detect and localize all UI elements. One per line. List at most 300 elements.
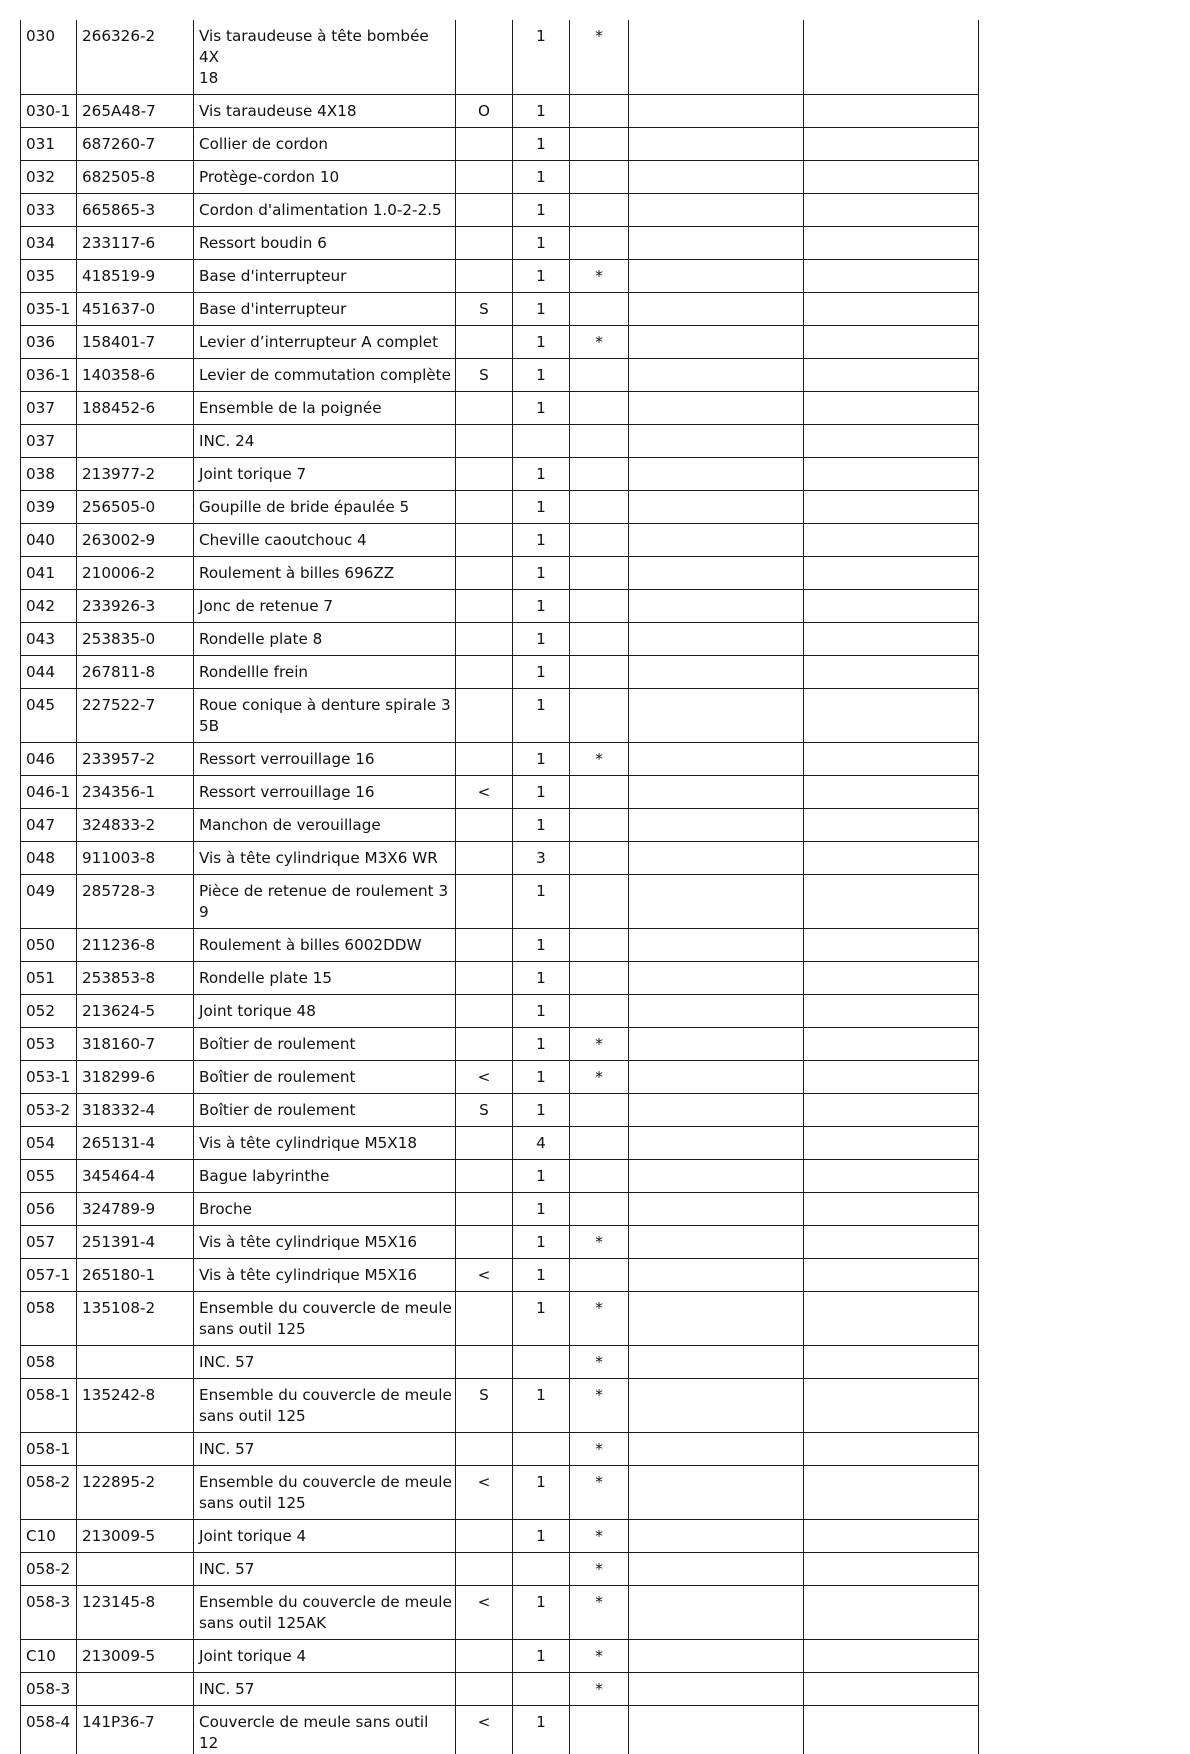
description-cell: Roulement à billes 6002DDW <box>194 929 456 962</box>
empty-cell <box>804 1028 979 1061</box>
empty-cell <box>804 1520 979 1553</box>
empty-cell <box>804 1346 979 1379</box>
item-number-cell: 035 <box>21 260 77 293</box>
empty-cell <box>629 458 804 491</box>
empty-cell <box>629 743 804 776</box>
quantity-cell: 1 <box>513 227 570 260</box>
empty-cell <box>629 875 804 929</box>
note-code-cell <box>456 227 513 260</box>
quantity-cell: 1 <box>513 1640 570 1673</box>
quantity-cell: 1 <box>513 995 570 1028</box>
item-number-cell: 042 <box>21 590 77 623</box>
empty-cell <box>804 1259 979 1292</box>
marker-cell <box>570 929 629 962</box>
marker-cell <box>570 161 629 194</box>
marker-cell <box>570 458 629 491</box>
empty-cell <box>629 491 804 524</box>
quantity-cell: 1 <box>513 776 570 809</box>
note-code-cell: < <box>456 1586 513 1640</box>
quantity-cell: 1 <box>513 1379 570 1433</box>
quantity-cell: 1 <box>513 1520 570 1553</box>
part-number-cell: 135108-2 <box>77 1292 194 1346</box>
empty-cell <box>629 929 804 962</box>
item-number-cell: 031 <box>21 128 77 161</box>
part-number-cell <box>77 1346 194 1379</box>
note-code-cell <box>456 1028 513 1061</box>
note-code-cell <box>456 425 513 458</box>
empty-cell <box>629 392 804 425</box>
description-cell: Ensemble du couvercle de meule sans outil 125AK <box>194 1586 456 1640</box>
quantity-cell: 1 <box>513 326 570 359</box>
quantity-cell <box>513 1346 570 1379</box>
item-number-cell: 056 <box>21 1193 77 1226</box>
item-number-cell: 051 <box>21 962 77 995</box>
empty-cell <box>804 293 979 326</box>
part-number-cell: 324833-2 <box>77 809 194 842</box>
marker-cell: * <box>570 260 629 293</box>
description-cell: INC. 57 <box>194 1553 456 1586</box>
item-number-cell: 058-3 <box>21 1673 77 1706</box>
part-number-cell: 213624-5 <box>77 995 194 1028</box>
empty-cell <box>629 809 804 842</box>
item-number-cell: 049 <box>21 875 77 929</box>
table-row <box>21 392 979 425</box>
note-code-cell <box>456 458 513 491</box>
note-code-cell <box>456 557 513 590</box>
marker-cell: * <box>570 326 629 359</box>
empty-cell <box>629 689 804 743</box>
marker-cell <box>570 557 629 590</box>
quantity-cell: 1 <box>513 1061 570 1094</box>
empty-cell <box>629 1706 804 1754</box>
empty-cell <box>804 656 979 689</box>
part-number-cell <box>77 1433 194 1466</box>
note-code-cell <box>456 1127 513 1160</box>
description-cell: Jonc de retenue 7 <box>194 590 456 623</box>
marker-cell: * <box>570 1640 629 1673</box>
description-cell: Joint torique 4 <box>194 1520 456 1553</box>
table-row <box>21 194 979 227</box>
note-code-cell: < <box>456 1259 513 1292</box>
item-number-cell: 032 <box>21 161 77 194</box>
item-number-cell: 040 <box>21 524 77 557</box>
description-cell: Roue conique à denture spirale 3 5B <box>194 689 456 743</box>
table-row <box>21 161 979 194</box>
item-number-cell: 053-2 <box>21 1094 77 1127</box>
part-number-cell: 188452-6 <box>77 392 194 425</box>
marker-cell: * <box>570 1292 629 1346</box>
empty-cell <box>629 524 804 557</box>
marker-cell: * <box>570 1553 629 1586</box>
part-number-cell: 267811-8 <box>77 656 194 689</box>
description-cell: Levier d’interrupteur A complet <box>194 326 456 359</box>
description-cell: INC. 57 <box>194 1346 456 1379</box>
part-number-cell: 345464-4 <box>77 1160 194 1193</box>
description-cell: Ressort verrouillage 16 <box>194 743 456 776</box>
empty-cell <box>629 1292 804 1346</box>
item-number-cell: 053-1 <box>21 1061 77 1094</box>
quantity-cell: 1 <box>513 1466 570 1520</box>
description-cell: Goupille de bride épaulée 5 <box>194 491 456 524</box>
item-number-cell: 037 <box>21 392 77 425</box>
part-number-cell: 265131-4 <box>77 1127 194 1160</box>
note-code-cell <box>456 491 513 524</box>
empty-cell <box>804 623 979 656</box>
quantity-cell: 1 <box>513 95 570 128</box>
description-cell: Rondelle plate 15 <box>194 962 456 995</box>
note-code-cell <box>456 128 513 161</box>
note-code-cell <box>456 1673 513 1706</box>
quantity-cell: 1 <box>513 1094 570 1127</box>
table-row <box>21 1127 979 1160</box>
marker-cell <box>570 875 629 929</box>
parts-table <box>20 20 979 1754</box>
quantity-cell: 1 <box>513 359 570 392</box>
marker-cell <box>570 656 629 689</box>
marker-cell: * <box>570 1379 629 1433</box>
description-cell: Boîtier de roulement <box>194 1028 456 1061</box>
note-code-cell <box>456 875 513 929</box>
empty-cell <box>804 491 979 524</box>
marker-cell <box>570 995 629 1028</box>
marker-cell <box>570 1259 629 1292</box>
empty-cell <box>804 194 979 227</box>
marker-cell <box>570 194 629 227</box>
marker-cell <box>570 1160 629 1193</box>
quantity-cell: 1 <box>513 590 570 623</box>
part-number-cell: 266326-2 <box>77 20 194 95</box>
empty-cell <box>629 326 804 359</box>
part-number-cell: 233957-2 <box>77 743 194 776</box>
description-cell: Vis taraudeuse à tête bombée 4X 18 <box>194 20 456 95</box>
quantity-cell: 1 <box>513 1193 570 1226</box>
note-code-cell <box>456 962 513 995</box>
table-row <box>21 359 979 392</box>
note-code-cell: S <box>456 293 513 326</box>
quantity-cell: 1 <box>513 1226 570 1259</box>
quantity-cell: 1 <box>513 293 570 326</box>
quantity-cell: 1 <box>513 875 570 929</box>
empty-cell <box>629 1433 804 1466</box>
item-number-cell: C10 <box>21 1520 77 1553</box>
note-code-cell <box>456 623 513 656</box>
item-number-cell: 055 <box>21 1160 77 1193</box>
empty-cell <box>629 425 804 458</box>
empty-cell <box>629 1127 804 1160</box>
table-row <box>21 326 979 359</box>
empty-cell <box>804 1706 979 1754</box>
item-number-cell: 043 <box>21 623 77 656</box>
part-number-cell: 233926-3 <box>77 590 194 623</box>
empty-cell <box>804 689 979 743</box>
item-number-cell: 035-1 <box>21 293 77 326</box>
marker-cell <box>570 590 629 623</box>
description-cell: Manchon de verouillage <box>194 809 456 842</box>
empty-cell <box>629 227 804 260</box>
marker-cell <box>570 689 629 743</box>
table-row <box>21 1673 979 1706</box>
description-cell: Broche <box>194 1193 456 1226</box>
table-row <box>21 1640 979 1673</box>
empty-cell <box>804 1061 979 1094</box>
note-code-cell <box>456 689 513 743</box>
item-number-cell: 058-4 <box>21 1706 77 1754</box>
table-row <box>21 809 979 842</box>
marker-cell <box>570 359 629 392</box>
item-number-cell: 058-1 <box>21 1433 77 1466</box>
empty-cell <box>804 842 979 875</box>
marker-cell <box>570 128 629 161</box>
empty-cell <box>629 194 804 227</box>
empty-cell <box>629 1586 804 1640</box>
marker-cell: * <box>570 743 629 776</box>
empty-cell <box>804 1127 979 1160</box>
part-number-cell: 418519-9 <box>77 260 194 293</box>
item-number-cell: 036-1 <box>21 359 77 392</box>
quantity-cell: 1 <box>513 1028 570 1061</box>
table-row <box>21 743 979 776</box>
empty-cell <box>629 1259 804 1292</box>
empty-cell <box>629 590 804 623</box>
table-row <box>21 1226 979 1259</box>
item-number-cell: 036 <box>21 326 77 359</box>
empty-cell <box>629 995 804 1028</box>
table-row <box>21 425 979 458</box>
part-number-cell: 682505-8 <box>77 161 194 194</box>
table-row <box>21 95 979 128</box>
part-number-cell: 318299-6 <box>77 1061 194 1094</box>
empty-cell <box>804 20 979 95</box>
note-code-cell <box>456 995 513 1028</box>
note-code-cell <box>456 392 513 425</box>
empty-cell <box>804 161 979 194</box>
table-row <box>21 1520 979 1553</box>
quantity-cell: 1 <box>513 1259 570 1292</box>
part-number-cell <box>77 1553 194 1586</box>
table-row <box>21 656 979 689</box>
marker-cell: * <box>570 20 629 95</box>
empty-cell <box>629 1466 804 1520</box>
item-number-cell: 037 <box>21 425 77 458</box>
item-number-cell: C10 <box>21 1640 77 1673</box>
part-number-cell: 211236-8 <box>77 929 194 962</box>
description-cell: Joint torique 7 <box>194 458 456 491</box>
part-number-cell: 123145-8 <box>77 1586 194 1640</box>
note-code-cell <box>456 1160 513 1193</box>
description-cell: Bague labyrinthe <box>194 1160 456 1193</box>
quantity-cell: 1 <box>513 20 570 95</box>
note-code-cell <box>456 656 513 689</box>
description-cell: Base d'interrupteur <box>194 260 456 293</box>
quantity-cell: 1 <box>513 194 570 227</box>
empty-cell <box>629 623 804 656</box>
marker-cell <box>570 962 629 995</box>
note-code-cell <box>456 1346 513 1379</box>
part-number-cell: 911003-8 <box>77 842 194 875</box>
item-number-cell: 046-1 <box>21 776 77 809</box>
empty-cell <box>629 95 804 128</box>
empty-cell <box>629 842 804 875</box>
empty-cell <box>804 875 979 929</box>
part-number-cell: 213009-5 <box>77 1520 194 1553</box>
marker-cell <box>570 392 629 425</box>
description-cell: Vis à tête cylindrique M5X16 <box>194 1259 456 1292</box>
note-code-cell <box>456 524 513 557</box>
description-cell: Ensemble du couvercle de meule sans outil 125 <box>194 1292 456 1346</box>
part-number-cell: 158401-7 <box>77 326 194 359</box>
marker-cell <box>570 842 629 875</box>
item-number-cell: 045 <box>21 689 77 743</box>
empty-cell <box>804 1466 979 1520</box>
part-number-cell: 122895-2 <box>77 1466 194 1520</box>
empty-cell <box>804 359 979 392</box>
note-code-cell: O <box>456 95 513 128</box>
quantity-cell: 1 <box>513 962 570 995</box>
empty-cell <box>629 1379 804 1433</box>
description-cell: Ensemble de la poignée <box>194 392 456 425</box>
marker-cell <box>570 776 629 809</box>
marker-cell <box>570 227 629 260</box>
description-cell: Boîtier de roulement <box>194 1094 456 1127</box>
item-number-cell: 050 <box>21 929 77 962</box>
empty-cell <box>804 776 979 809</box>
table-row <box>21 1706 979 1754</box>
empty-cell <box>804 458 979 491</box>
table-row <box>21 491 979 524</box>
item-number-cell: 058-3 <box>21 1586 77 1640</box>
part-number-cell: 318160-7 <box>77 1028 194 1061</box>
empty-cell <box>629 1094 804 1127</box>
marker-cell: * <box>570 1586 629 1640</box>
note-code-cell: S <box>456 1379 513 1433</box>
quantity-cell: 1 <box>513 743 570 776</box>
empty-cell <box>804 1160 979 1193</box>
empty-cell <box>629 1028 804 1061</box>
note-code-cell: S <box>456 359 513 392</box>
part-number-cell: 263002-9 <box>77 524 194 557</box>
empty-cell <box>804 809 979 842</box>
item-number-cell: 048 <box>21 842 77 875</box>
table-row <box>21 962 979 995</box>
empty-cell <box>804 1553 979 1586</box>
empty-cell <box>629 1346 804 1379</box>
item-number-cell: 057-1 <box>21 1259 77 1292</box>
part-number-cell: 256505-0 <box>77 491 194 524</box>
empty-cell <box>629 293 804 326</box>
description-cell: Vis à tête cylindrique M3X6 WR <box>194 842 456 875</box>
empty-cell <box>804 128 979 161</box>
item-number-cell: 038 <box>21 458 77 491</box>
table-row <box>21 1586 979 1640</box>
item-number-cell: 058 <box>21 1346 77 1379</box>
empty-cell <box>804 995 979 1028</box>
marker-cell <box>570 524 629 557</box>
quantity-cell <box>513 425 570 458</box>
part-number-cell: 253835-0 <box>77 623 194 656</box>
note-code-cell <box>456 929 513 962</box>
quantity-cell: 1 <box>513 1706 570 1754</box>
marker-cell: * <box>570 1226 629 1259</box>
note-code-cell: < <box>456 1706 513 1754</box>
empty-cell <box>629 1061 804 1094</box>
empty-cell <box>804 227 979 260</box>
empty-cell <box>629 557 804 590</box>
description-cell: Ressort boudin 6 <box>194 227 456 260</box>
note-code-cell <box>456 1433 513 1466</box>
empty-cell <box>804 392 979 425</box>
part-number-cell: 213977-2 <box>77 458 194 491</box>
table-row <box>21 1061 979 1094</box>
item-number-cell: 052 <box>21 995 77 1028</box>
part-number-cell: 141P36-7 <box>77 1706 194 1754</box>
empty-cell <box>629 1520 804 1553</box>
description-cell: Ensemble du couvercle de meule sans outil 125 <box>194 1466 456 1520</box>
empty-cell <box>629 962 804 995</box>
table-row <box>21 1379 979 1433</box>
note-code-cell <box>456 1193 513 1226</box>
table-row <box>21 875 979 929</box>
part-number-cell: 687260-7 <box>77 128 194 161</box>
part-number-cell <box>77 1673 194 1706</box>
quantity-cell: 1 <box>513 623 570 656</box>
item-number-cell: 030 <box>21 20 77 95</box>
empty-cell <box>804 557 979 590</box>
empty-cell <box>629 1553 804 1586</box>
table-row <box>21 293 979 326</box>
marker-cell <box>570 1094 629 1127</box>
marker-cell <box>570 95 629 128</box>
empty-cell <box>629 128 804 161</box>
part-number-cell: 451637-0 <box>77 293 194 326</box>
description-cell: Cordon d'alimentation 1.0-2-2.5 <box>194 194 456 227</box>
quantity-cell: 3 <box>513 842 570 875</box>
description-cell: INC. 24 <box>194 425 456 458</box>
empty-cell <box>629 656 804 689</box>
marker-cell: * <box>570 1673 629 1706</box>
description-cell: Joint torique 4 <box>194 1640 456 1673</box>
item-number-cell: 053 <box>21 1028 77 1061</box>
quantity-cell: 1 <box>513 524 570 557</box>
empty-cell <box>629 1226 804 1259</box>
table-row <box>21 689 979 743</box>
item-number-cell: 044 <box>21 656 77 689</box>
part-number-cell: 227522-7 <box>77 689 194 743</box>
note-code-cell: < <box>456 776 513 809</box>
quantity-cell: 1 <box>513 557 570 590</box>
empty-cell <box>804 1673 979 1706</box>
table-row <box>21 557 979 590</box>
marker-cell <box>570 425 629 458</box>
quantity-cell: 1 <box>513 260 570 293</box>
item-number-cell: 047 <box>21 809 77 842</box>
table-row <box>21 1193 979 1226</box>
empty-cell <box>804 1586 979 1640</box>
quantity-cell: 1 <box>513 656 570 689</box>
item-number-cell: 058 <box>21 1292 77 1346</box>
description-cell: Rondelle plate 8 <box>194 623 456 656</box>
description-cell: Roulement à billes 696ZZ <box>194 557 456 590</box>
note-code-cell <box>456 20 513 95</box>
note-code-cell <box>456 1226 513 1259</box>
table-row <box>21 929 979 962</box>
quantity-cell: 1 <box>513 128 570 161</box>
table-row <box>21 842 979 875</box>
part-number-cell: 135242-8 <box>77 1379 194 1433</box>
table-row <box>21 995 979 1028</box>
marker-cell: * <box>570 1028 629 1061</box>
empty-cell <box>804 1292 979 1346</box>
description-cell: Couvercle de meule sans outil 12 <box>194 1706 456 1754</box>
